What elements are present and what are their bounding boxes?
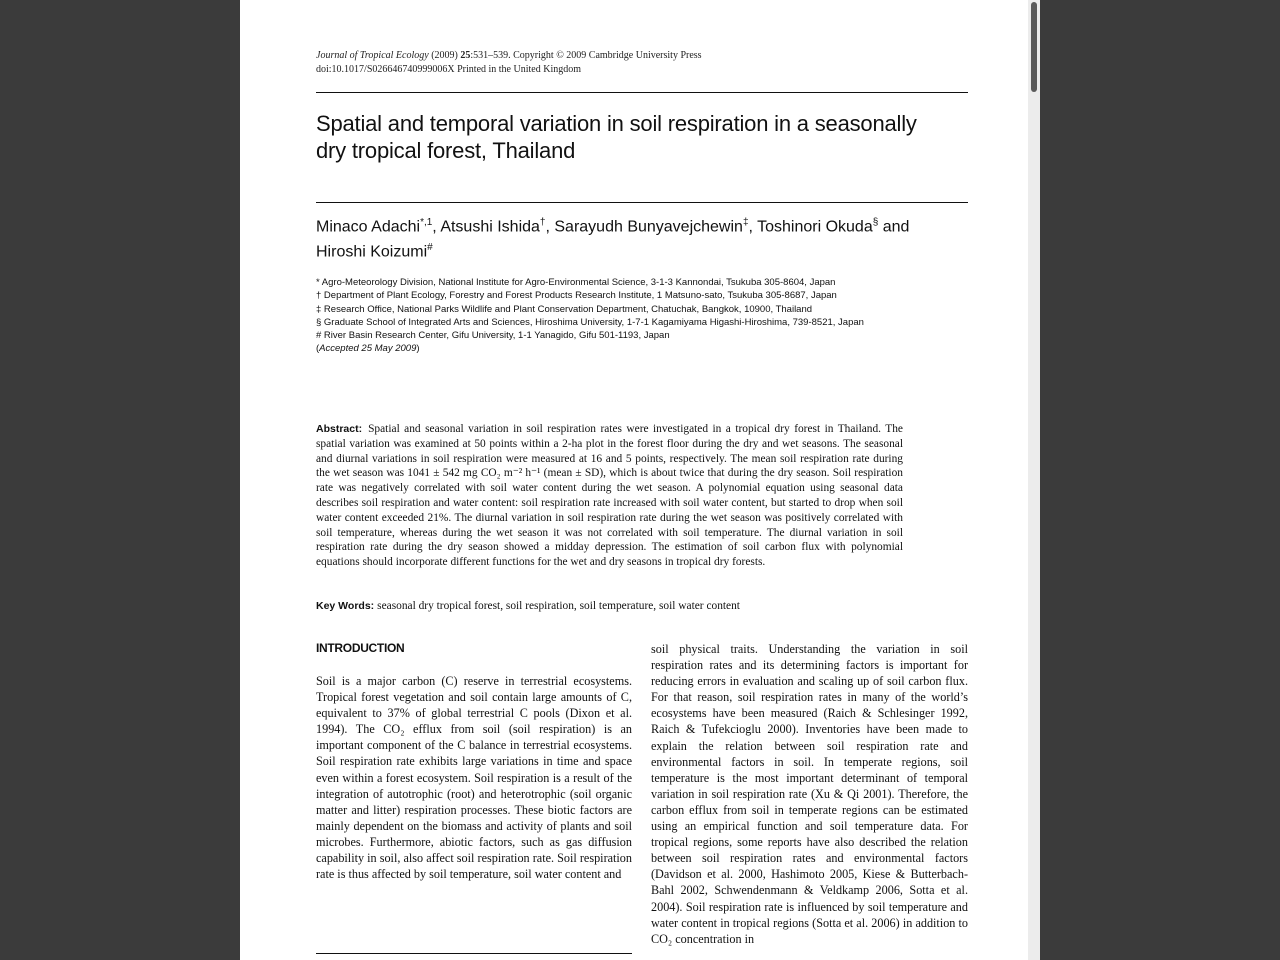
journal-name: Journal of Tropical Ecology xyxy=(316,50,429,61)
title-rule xyxy=(316,202,968,203)
keywords-text: seasonal dry tropical forest, soil respiration, soil temperature, soil water content xyxy=(377,600,740,612)
affiliation-4: § Graduate School of Integrated Arts and Sciences, Hiroshima University, 1-7-1 Kagamiyama Higashi-Hiroshima, 739-8521, Japan xyxy=(316,316,864,328)
pdf-page xyxy=(240,0,1040,960)
affiliation-3: ‡ Research Office, National Parks Wildlife and Plant Conservation Department, Chatuchak, Bangkok, 10900, Thailand xyxy=(316,303,813,315)
article-title: Spatial and temporal variation in soil respiration in a seasonally dry tropical forest, Thailand xyxy=(316,111,917,163)
affiliations xyxy=(316,276,936,356)
affiliation-1: * Agro-Meteorology Division, National Institute for Agro-Environmental Science, 3-1-3 Kannondai, Tsukuba 305-8604, Japan xyxy=(316,277,836,288)
abstract-text: Spatial and seasonal variation in soil respiration rates were investigated in a tropical dry forest in Thailand. The spatial variation was examined at 50 points within a 2-ha plot in the forest floor during the dry and wet seasons. The seasonal and diurnal variations in soil respiration were measured at 16 and 5 points, respectively. The mean soil respiration rate during the wet season was 1041 ± 542 mg CO₂ m⁻² h⁻¹ (mean ± SD), which is about twice that during the dry season. Soil respiration rate was negatively correlated with soil water content during the wet season. A polynomial equation using seasonal data describes soil respiration and water content: soil respiration rate increased with soil water content, but started to drop when soil water content exceeded 21%. The diurnal variation in soil respiration rate during the wet season was positively correlated with soil temperature, whereas during the wet season it was not correlated with soil temperature. The diurnal variation in soil respiration rate during the dry season showed a midday depression. The estimation of soil carbon flux with polynomial equations should incorporate different functions for the wet and dry seasons in tropical dry forests. xyxy=(316,423,903,569)
keywords xyxy=(316,599,936,613)
journal-pages: :531–539. Copyright © 2009 Cambridge University Press xyxy=(470,50,702,61)
author-separator: , xyxy=(432,218,441,236)
author-affiliation-mark: § xyxy=(872,217,879,228)
keywords-label: Key Words: xyxy=(316,600,375,612)
journal-year: (2009) xyxy=(431,50,458,61)
footnote-rule xyxy=(316,953,632,954)
author-separator: and xyxy=(878,218,910,236)
author-separator: , xyxy=(545,218,555,236)
scrollbar-track[interactable] xyxy=(1028,0,1040,960)
author-name: Toshinori Okuda xyxy=(757,218,873,236)
affiliation-2: † Department of Plant Ecology, Forestry and Forest Products Research Institute, 1 Matsuno-sato, Tsukuba 305-8687, Japan xyxy=(316,290,837,302)
accepted-date: (Accepted 25 May 2009) xyxy=(316,343,420,355)
author-affiliation-mark: † xyxy=(539,217,546,228)
author-list xyxy=(316,212,936,263)
journal-citation-line xyxy=(316,49,702,63)
author-affiliation-mark: # xyxy=(427,242,433,254)
author-affiliation-mark: ‡ xyxy=(742,217,749,228)
author-affiliation-mark: *,1 xyxy=(420,217,433,228)
author-name: Hiroshi Koizumi xyxy=(316,243,428,261)
doi-line: doi:10.1017/S026646740999006X Printed in the United Kingdom xyxy=(316,64,581,75)
author-name: Atsushi Ishida xyxy=(440,218,540,236)
intro-column-left: Soil is a major carbon (C) reserve in terrestrial ecosystems. Tropical forest vegetation and soil contain large amounts of C, equivalent to 37% of global terrestrial C pools (Dixon et al. 1994). The CO₂ efflux from soil (soil respiration) is an important component of the C balance in terrestrial ecosystems. Soil respiration rate exhibits large variations in time and space even within a forest ecosystem. Soil respiration is a result of the integration of autotrophic (root) and heterotrophic (soil organic matter and litter) respiration processes. These biotic factors are mainly dependent on the biomass and activity of plants and soil microbes. Furthermore, abiotic factors, such as gas diffusion capability in soil, also affect soil respiration rate. Soil respiration rate is thus affected by soil temperature, soil water content and xyxy=(316,674,632,882)
author-name: Sarayudh Bunyavejchewin xyxy=(554,218,743,236)
author-name: Minaco Adachi xyxy=(316,218,421,236)
header-rule xyxy=(316,92,968,93)
section-heading-introduction: INTRODUCTION xyxy=(316,641,405,655)
abstract-label: Abstract: xyxy=(316,423,363,435)
journal-header xyxy=(316,49,702,77)
journal-volume: 25 xyxy=(460,50,471,61)
abstract xyxy=(316,422,903,570)
intro-column-right: soil physical traits. Understanding the variation in soil respiration rates and its determining factors is important for reducing errors in evaluation and scaling up of soil carbon flux. For that reason, soil respiration rates in many of the world’s ecosystems have been measured (Raich & Schlesinger 1992, Raich & Tufekcioglu 2000). Inventories have been made to explain the relation between soil respiration rate and environmental factors in soil. In temperate regions, soil temperature is the most important determinant of temporal variation in soil respiration rate (Xu & Qi 2001). Therefore, the carbon efflux from soil in temperate regions can be estimated using an empirical function and soil temperature data. For tropical regions, some reports have also described the relation between soil respiration rates and environmental factors (Davidson et al. 2000, Hashimoto 2005, Kiese & Butterbach-Bahl 2002, Schwendenmann & Veldkamp 2006, Sotta et al. 2004). Soil respiration rate is influenced by soil temperature and water content in tropical regions (Sotta et al. 2006) in addition to CO₂ concentration in xyxy=(651,642,968,946)
author-separator: , xyxy=(748,218,758,236)
scrollbar-thumb[interactable] xyxy=(1031,2,1037,92)
affiliation-5: # River Basin Research Center, Gifu University, 1-1 Yanagido, Gifu 501-1193, Japan xyxy=(316,330,670,342)
